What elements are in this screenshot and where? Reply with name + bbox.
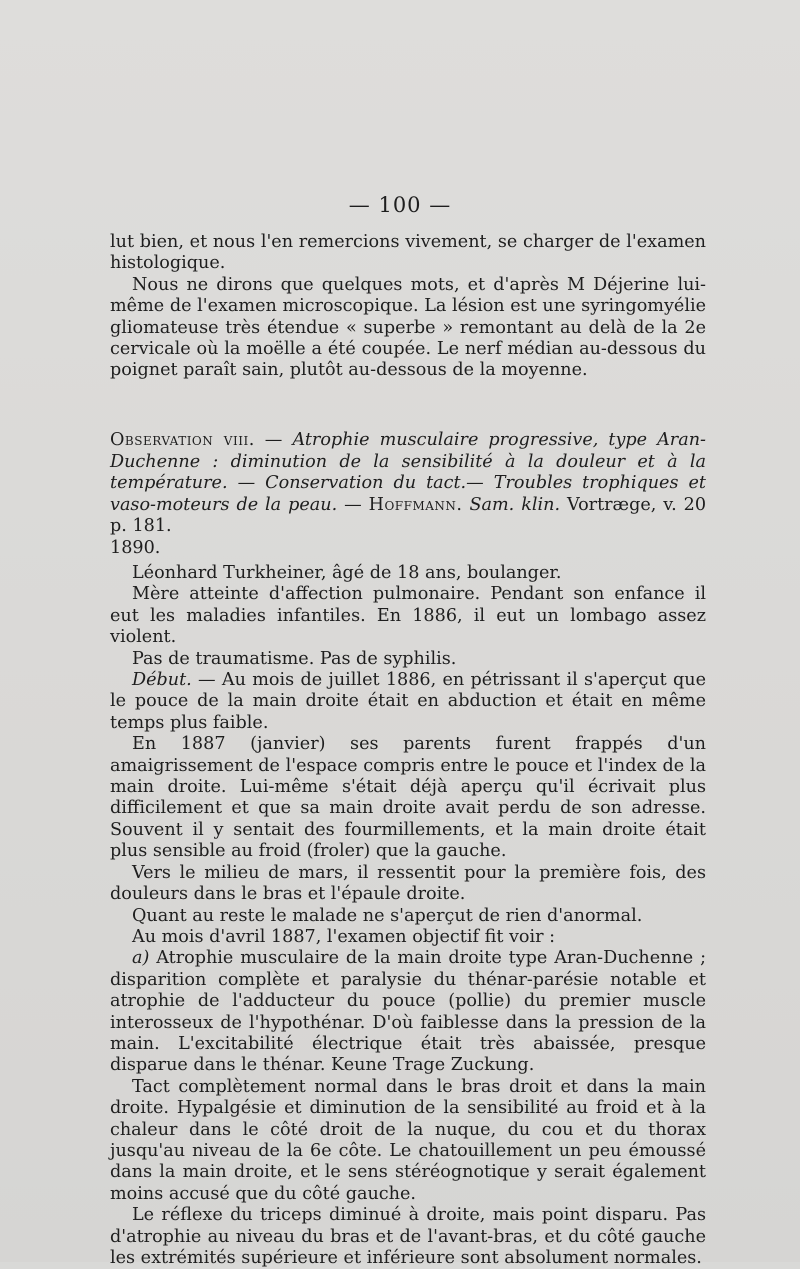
paragraph: Léonhard Turkheiner, âgé de 18 ans, boulanger. [132,563,562,583]
paragraph-text: Atrophie musculaire de la main droite type Aran-Duchenne ; disparition complète et paralysie du thénar-parésie notable et atrophie de l'adducteur du pouce (pollie) du premier muscle interosseux de l'hypothénar. D'où faiblesse dans la pression de la main. L'excitabilité électrique était très abaissée, presque disparue dans le thénar. Keune Trage Zuckung. [110,948,706,1076]
paragraph: Tact complètement normal dans le bras droit et dans la main droite. Hypalgésie et diminution de la sensibilité au froid et à la chaleur dans le côté droit de la nuque, du cou et du thorax jusqu'au niveau de la 6e côte. Le chatouillement un peu émoussé dans la main droite, et le sens stéréognotique y serait également moins accusé que du côté gauche. [110,1076,706,1204]
paragraph: Mère atteinte d'affection pulmonaire. Pendant son enfance il eut les maladies infantiles. En 1886, il eut un lombago assez violent. [110,584,706,648]
observation-author: Hoffmann. [368,494,463,515]
paragraph [110,670,706,734]
paragraph-lead: a) [132,948,150,969]
paragraph: Quant au reste le malade ne s'aperçut de rien d'anormal. [132,905,643,926]
observation-journal: Sam. klin. [469,494,561,515]
observation-separator: — [337,494,369,515]
observation-title: Atrophie musculaire progressive, type Aran-Duchenne : diminution de la sensibilité à la douleur et à la température. — Conservation du tact.— Troubles trophiques et vaso-moteurs de la peau. [110,430,706,515]
paragraph: Vers le milieu de mars, il ressentit pour la première fois, des douleurs dans le bras et l'épaule droite. [110,862,706,905]
observation-heading [110,430,706,560]
intro-section [110,232,706,382]
paragraph: En 1887 (janvier) ses parents furent frappés d'un amaigrissement de l'espace compris entre le pouce et l'index de la main droite. Lui-même s'était déjà aperçu qu'il écrivait plus difficilement et que sa main droite avait perdu de son adresse. Souvent il y sentait des fourmillements, et la main droite était plus sensible au froid (froler) que la gauche. [110,734,706,862]
observation-reference: Vortræge, v. 20 p. 181. [110,494,707,537]
paragraph: Le réflexe du triceps diminué à droite, mais point disparu. Pas d'atrophie au niveau du bras et de l'avant-bras, et du côté gauche les extrémités supérieure et inférieure sont absolument normales. [110,1205,706,1268]
paragraph: lut bien, et nous l'en remercions vivement, se charger de l'examen histologique. [110,232,706,274]
paragraph-lead: Début. [132,670,192,691]
page-number: — 100 — [348,193,452,217]
paragraph: Au mois d'avril 1887, l'examen objectif fit voir : [132,926,556,947]
observation-body [110,563,706,1269]
observation-label: Observation viii. [110,430,255,450]
observation-year: 1890. [110,537,161,558]
paragraph: Pas de traumatisme. Pas de syphilis. [132,648,457,669]
paragraph: Nous ne dirons que quelques mots, et d'après M Déjerine lui-même de l'examen microscopique. La lésion est une syringomyélie gliomateuse très étendue « superbe » remontant au delà de la 2e cervicale où la moëlle a été coupée. Le nerf médian au-dessous du poignet paraît sain, plutôt au-dessous de la moyenne. [110,274,706,381]
paragraph-text: — Au mois de juillet 1886, en pétrissant il s'aperçut que le pouce de la main droite était en abduction et était en même temps plus faible. [110,670,706,733]
paragraph [110,948,706,1076]
observation-dash: — [254,430,293,450]
